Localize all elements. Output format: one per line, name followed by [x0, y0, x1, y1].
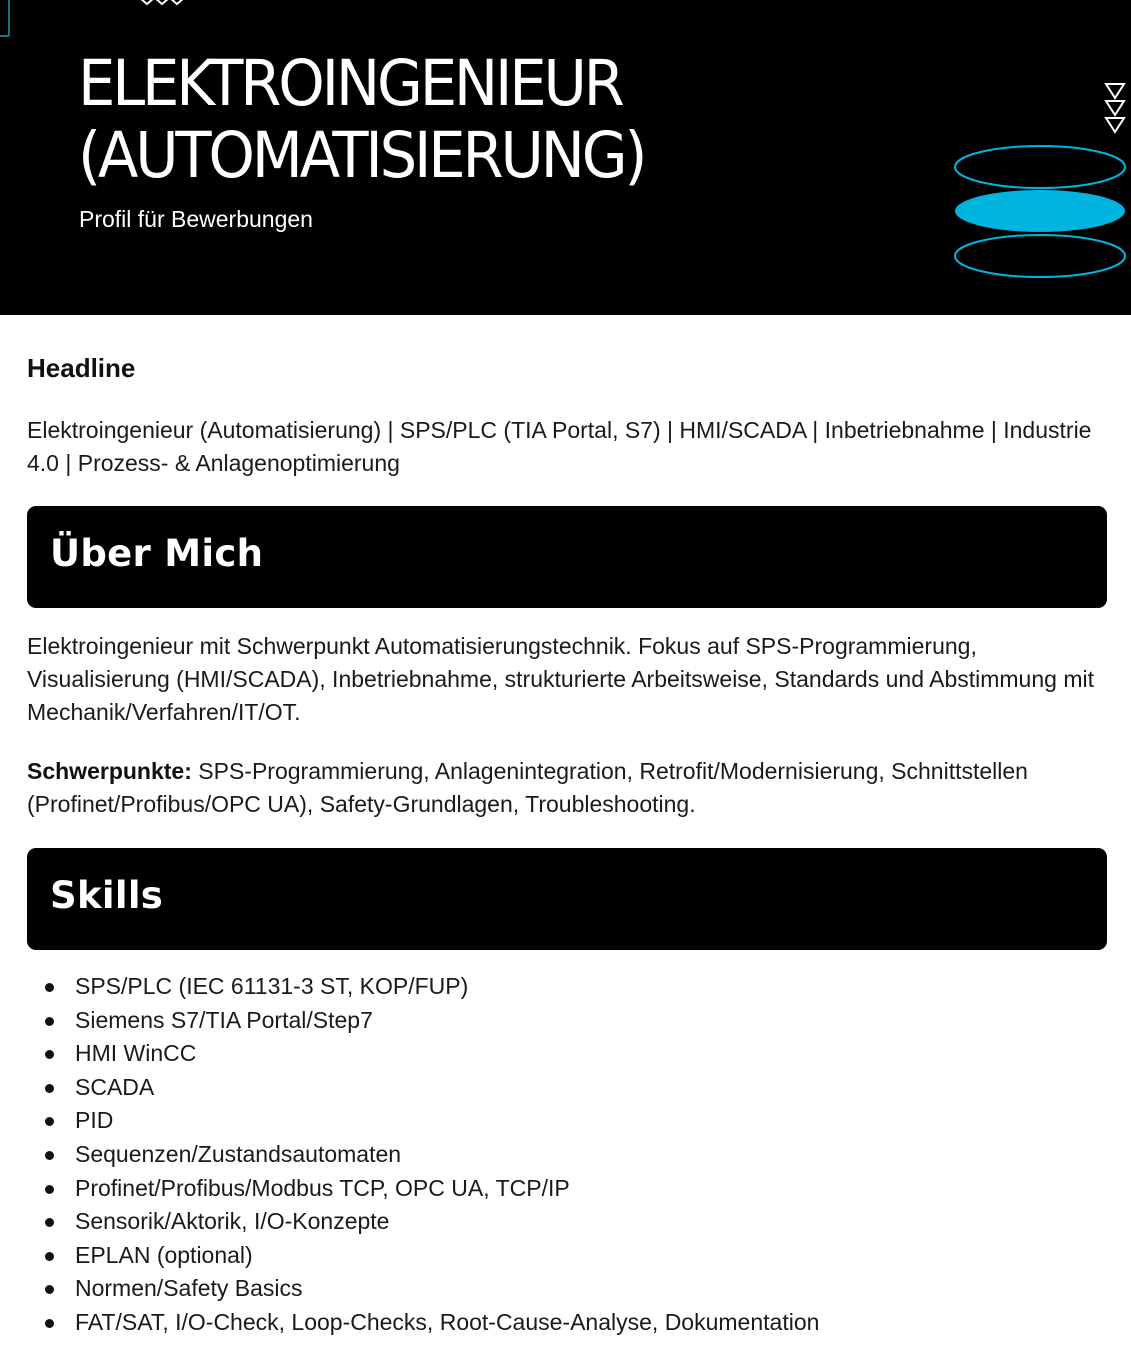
skill-item: [27, 1172, 819, 1206]
skill-item: [27, 1205, 819, 1239]
bullet-icon: [45, 1017, 54, 1026]
page-subtitle: Profil für Bewerbungen: [79, 206, 313, 232]
headline-text: Elektroingenieur (Automatisierung) | SPS/PLC (TIA Portal, S7) | HMI/SCADA | Inbetriebnahme | Industrie 4.0 | Prozess- & Anlagenoptimierung: [27, 417, 1092, 476]
triangle-stack-icon: [1106, 84, 1124, 132]
skill-item: [27, 1272, 819, 1306]
bullet-icon: [45, 1117, 54, 1126]
skill-label: Normen/Safety Basics: [75, 1275, 303, 1302]
ellipse-outline-top-icon: [955, 146, 1125, 188]
focus-text: SPS-Programmierung, Anlagenintegration, Retrofit/Modernisierung, Schnittstellen (Profinet/Profibus/OPC UA), Safety-Grundlagen, Troubleshooting.: [27, 758, 1028, 817]
bullet-icon: [45, 1252, 54, 1261]
title-line-2: (AUTOMATISIERUNG): [78, 119, 645, 192]
top-chevrons-icon: [140, 0, 184, 4]
about-section-title: Über Mich: [50, 532, 264, 575]
bullet-icon: [45, 983, 54, 992]
skill-item: [27, 970, 819, 1004]
skill-label: Sensorik/Aktorik, I/O-Konzepte: [75, 1208, 390, 1235]
skill-label: FAT/SAT, I/O-Check, Loop-Checks, Root-Cause-Analyse, Dokumentation: [75, 1308, 820, 1335]
skills-section-header: [27, 848, 1107, 950]
skill-label: HMI WinCC: [75, 1040, 197, 1067]
skill-label: SCADA: [75, 1073, 155, 1100]
headline-label: Headline: [27, 353, 136, 383]
skill-item: [27, 1306, 819, 1340]
skill-item: [27, 1037, 819, 1071]
bullet-icon: [45, 1319, 54, 1328]
about-section-header: [27, 506, 1107, 608]
skill-label: EPLAN (optional): [75, 1241, 253, 1268]
bullet-icon: [45, 1185, 54, 1194]
ellipse-filled-icon: [955, 190, 1125, 232]
ellipse-outline-bottom-icon: [955, 235, 1125, 277]
skill-item: [27, 1239, 819, 1273]
skill-item: [27, 1071, 819, 1105]
page-title: [78, 48, 644, 192]
skill-item: [27, 1104, 819, 1138]
skill-item: [27, 1138, 819, 1172]
skill-label: Sequenzen/Zustandsautomaten: [75, 1140, 402, 1167]
skills-list: [27, 970, 819, 1340]
about-text: Elektroingenieur mit Schwerpunkt Automatisierungstechnik. Fokus auf SPS-Programmierung, Visualisierung (HMI/SCADA), Inbetriebnahme, strukturierte Arbeitsweise, Standards und Abstimmung mit Mechanik/Verfahren/IT/OT.: [27, 633, 1094, 725]
skill-label: SPS/PLC (IEC 61131-3 ST, KOP/FUP): [75, 973, 469, 999]
focus-label: Schwerpunkte:: [27, 758, 192, 784]
bullet-icon: [45, 1285, 54, 1294]
skill-label: Profinet/Profibus/Modbus TCP, OPC UA, TCP/IP: [75, 1174, 570, 1201]
hero-banner: [0, 0, 1131, 315]
skill-item: [27, 1004, 819, 1038]
bullet-icon: [45, 1084, 54, 1093]
skill-label: Siemens S7/TIA Portal/Step7: [75, 1006, 373, 1033]
focus-paragraph: [27, 755, 1107, 821]
bullet-icon: [45, 1151, 54, 1160]
skills-section-title: Skills: [50, 874, 164, 917]
title-line-1: ELEKTROINGENIEUR: [78, 47, 622, 120]
bullet-icon: [45, 1218, 54, 1227]
skill-label: PID: [75, 1107, 114, 1134]
bullet-icon: [45, 1050, 54, 1059]
